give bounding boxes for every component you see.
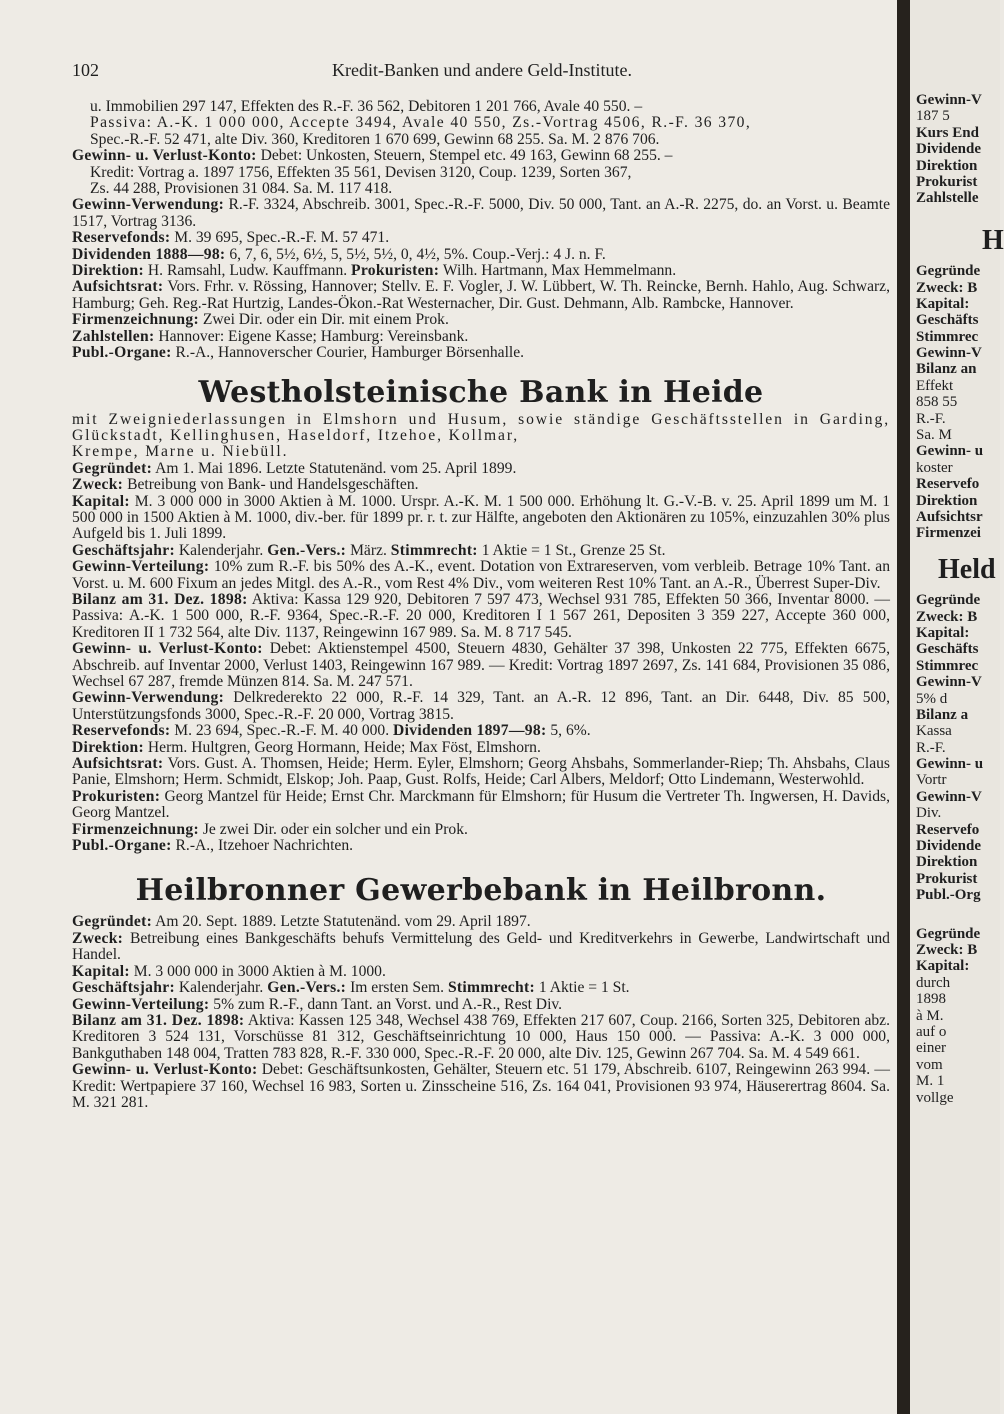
adjacent-block: [910, 904, 1000, 1106]
adjacent-heading-text: H: [982, 224, 1004, 256]
entry-label: Kapital:: [72, 492, 130, 510]
adjacent-line: 187 5: [916, 108, 950, 125]
entry: [72, 312, 890, 328]
entry-text: M. 23 694, Spec.-R.-F. M. 40 000.: [174, 722, 390, 740]
entry-text: R.-A., Itzehoer Nachrichten.: [175, 837, 354, 855]
bank-entries: [72, 914, 890, 1111]
adjacent-line: Kassa: [916, 723, 952, 740]
entry-label: Aufsichtsrat:: [72, 278, 164, 296]
adjacent-line: Bilanz an: [916, 361, 977, 378]
entry-text: Vors. Gust. A. Thomsen, Heide; Herm. Eyler, Elmshorn; Georg Ahsbahs, Sommerlander-Riep; Th. Ahsbahs, Claus Panie, Elmshorn; Herm. Schmidt, Elskop; Joh. Paap, Gust. Rolfs, Heide; Carl Albers, Meldorf; Otto Lindemann, Westerwohld.: [72, 755, 890, 789]
adjacent-line: Effekt: [916, 377, 954, 394]
entry: [72, 723, 890, 739]
entry-text: 1 Aktie = 1 St.: [538, 979, 630, 997]
entry-label: Gen.-Vers.:: [267, 541, 347, 559]
entry-text: Am 1. Mai 1896. Letzte Statutenänd. vom 25. April 1899.: [155, 459, 517, 477]
adjacent-line: Direktion: [916, 157, 978, 174]
adjacent-line: Zahlstelle: [916, 190, 979, 207]
adjacent-line: vom: [916, 1056, 943, 1073]
bank-title: Heilbronner Gewerbebank in Heilbronn.: [135, 873, 827, 909]
adjacent-line: Gewinn- u: [916, 443, 984, 460]
intro-block: [72, 99, 890, 362]
entry: [72, 494, 890, 543]
entry-label: Gewinn-Verwendung:: [72, 196, 225, 214]
entry-text: H. Ramsahl, Ludw. Kauffmann.: [147, 262, 348, 280]
adjacent-line: Sa. M: [916, 427, 952, 444]
bank-title: Westholsteinische Bank in Heide: [198, 374, 764, 410]
entry-label: Gewinn- u. Verlust-Konto:: [72, 147, 257, 165]
adjacent-line: vollge: [916, 1089, 954, 1106]
adjacent-line: Gewinn-V: [916, 674, 982, 691]
adjacent-line: Publ.-Org: [916, 887, 981, 904]
entry: [72, 543, 890, 559]
entry: [72, 230, 890, 246]
intro-line: Spec.-R.-F. 52 471, alte Div. 360, Kreditoren 1 670 699, Gewinn 68 255. Sa. M. 2 876 706.: [90, 130, 660, 148]
adjacent-line: Reservefo: [916, 821, 980, 838]
entry-label: Firmenzeichnung:: [72, 311, 199, 329]
entry-label: Gen.-Vers.:: [267, 979, 347, 997]
adjacent-line: Reservefo: [916, 476, 980, 493]
book-gutter: [897, 0, 910, 1414]
adjacent-heading: [910, 207, 1004, 256]
adjacent-line: Kapital:: [916, 624, 970, 641]
entry-text: Aktiva: Kassa 129 920, Debitoren 7 597 473, Wechsel 931 785, Effekten 50 366, Inventar 8000. — Passiva: A.-K. 1 500 000, R.-F. 9364, Spec.-R.-F. 20 000, Kreditoren I 1 567 261, Depositen 3 359 227, Accepte 360 000, Kreditoren II 1 732 564, alte Div. 1137, Reingewinn 167 989. Sa. M. 8 717 545.: [72, 590, 890, 641]
entry-label: Gewinn-Verwendung:: [72, 689, 225, 707]
entry-text: Betreibung von Bank- und Handelsgeschäften.: [127, 476, 419, 494]
adjacent-heading: [910, 542, 1000, 585]
prev-ovk-entry: [72, 148, 890, 164]
entry-text: Herm. Hultgren, Georg Hormann, Heide; Max Föst, Elmshorn.: [147, 738, 541, 756]
entry-label: Zahlstellen:: [72, 327, 155, 345]
entry-text: Am 20. Sept. 1889. Letzte Statutenänd. vom 29. April 1897.: [155, 913, 531, 931]
adjacent-line: R.-F.: [916, 410, 946, 427]
entry: [72, 822, 890, 838]
entry: [72, 756, 890, 789]
page-header: [72, 60, 892, 84]
entry-text: M. 3 000 000 in 3000 Aktien à M. 1000. Urspr. A.-K. M. 1 500 000. Erhöhung lt. G.-V.-B. v. 25. April 1899 um M. 1 500 000 in 1500 Aktien à M. 1000, div.-ber. für 1899 pr. r. t. zur Hälfte, angeboten den Aktionären zu 105%, einzuzahlen 30% plus Aufgeld bis 1. Juli 1899.: [72, 492, 890, 543]
running-title: Kredit-Banken und andere Geld-Institute.: [332, 60, 632, 80]
adjacent-block: [910, 249, 1000, 542]
entry-label: Stimmrecht:: [447, 979, 535, 997]
adjacent-heading-text: Held: [938, 553, 996, 585]
adjacent-line: Prokurist: [916, 173, 978, 190]
entry-text: 5% zum R.-F., dann Tant. an Vorst. und A.-R., Rest Div.: [213, 995, 563, 1013]
entry-text: 1 Aktie = 1 St., Grenze 25 St.: [481, 541, 666, 559]
adjacent-block: [910, 0, 1000, 207]
entry-label: Geschäftsjahr:: [72, 541, 175, 559]
entry: [72, 980, 890, 996]
intro-line: u. Immobilien 297 147, Effekten des R.-F. 36 562, Debitoren 1 201 766, Avale 40 550. –: [90, 98, 643, 115]
entry-label: Direktion:: [72, 262, 145, 280]
entry-label: Reservefonds:: [72, 229, 171, 247]
entry: [72, 931, 890, 964]
entry: [72, 197, 890, 230]
entry-text: Debet: Unkosten, Steuern, Stempel etc. 49 163, Gewinn 68 255. –: [260, 147, 673, 165]
adjacent-line: Gewinn-V: [916, 92, 982, 108]
entry-text: M. 39 695, Spec.-R.-F. M. 57 471.: [174, 229, 390, 247]
bank-subtitle-last: Krempe, Marne u. Niebüll.: [72, 443, 289, 461]
adjacent-line: M. 1: [916, 1073, 945, 1090]
entry-label: Direktion:: [72, 738, 145, 756]
adjacent-line: Gegründe: [916, 263, 981, 280]
entry-text: M. 3 000 000 in 3000 Aktien à M. 1000.: [133, 962, 386, 980]
adjacent-line: Aufsichtsr: [916, 509, 983, 525]
entry: [72, 461, 890, 477]
adjacent-line: Vortr: [916, 772, 947, 789]
entry-label: Gegründet:: [72, 459, 153, 477]
entry-label: Publ.-Organe:: [72, 344, 172, 362]
adjacent-line: Kurs End: [916, 124, 979, 141]
adjacent-line: Bilanz a: [916, 706, 969, 723]
entry: [72, 838, 890, 854]
adjacent-line: 5% d: [916, 690, 948, 707]
entry-label: Firmenzeichnung:: [72, 820, 199, 838]
bank-entries: [72, 461, 890, 855]
adjacent-line: auf o: [916, 1023, 947, 1040]
entry-text: Im ersten Sem.: [350, 979, 445, 997]
entry-text: Zwei Dir. oder ein Dir. mit einem Prok.: [202, 311, 449, 329]
entry-label: Dividenden 1897—98:: [393, 722, 547, 740]
entry: [72, 559, 890, 592]
adjacent-line: Dividende: [916, 141, 982, 158]
adjacent-line: Direktion: [916, 492, 978, 509]
page-number: 102: [72, 60, 99, 80]
entry-label: Gegründet:: [72, 913, 153, 931]
adjacent-line: à M.: [916, 1007, 944, 1024]
adjacent-line: 1898: [916, 991, 946, 1008]
entry-label: Stimmrecht:: [390, 541, 478, 559]
adjacent-line: einer: [916, 1040, 946, 1057]
entry: [72, 279, 890, 312]
entry-label: Gewinn- u. Verlust-Konto:: [72, 1061, 258, 1079]
adjacent-line: Kapital:: [916, 958, 970, 975]
adjacent-line: koster: [916, 459, 953, 476]
entry-text: Georg Mantzel für Heide; Ernst Chr. Marckmann für Elmshorn; für Husum die Vertreter Th. Ingwersen, H. Davids, Georg Mantzel.: [72, 787, 890, 822]
entry-label: Aufsichtsrat:: [72, 755, 164, 773]
entry: [72, 345, 890, 361]
entry: [72, 1013, 890, 1062]
entry-text: Kalenderjahr.: [178, 541, 264, 559]
adjacent-line: Gewinn-V: [916, 345, 982, 362]
adjacent-line: Gegründe: [916, 592, 981, 609]
adjacent-line: Gegründe: [916, 925, 981, 942]
main-column: [72, 99, 890, 1111]
entry: [72, 641, 890, 690]
entry-text: Debet: Geschäftsunkosten, Gehälter, Steuern etc. 51 179, Abschreib. 6107, Reingewinn 263 994. — Kredit: Wertpapiere 37 160, Wechsel 16 983, Sorten u. Zinsscheine 516, Zs. 164 041, Provisionen 93 974, Häuserertrag 8604. Sa. M. 321 281.: [72, 1061, 890, 1111]
bank-subtitle: mit Zweigniederlassungen in Elmshorn und Husum, sowie ständige Geschäftsstellen in Garding, Glückstadt, Kellinghusen, Haseldorf, Itzehoe, Kollmar,: [72, 410, 890, 444]
entry-label: Prokuristen:: [72, 787, 161, 805]
prev-ovk-line: Zs. 44 288, Provisionen 31 084. Sa. M. 117 418.: [90, 180, 393, 198]
adjacent-line: Zweck: B: [916, 942, 978, 958]
entry-text: Je zwei Dir. oder ein solcher und ein Prok.: [202, 820, 468, 838]
entry: [72, 263, 890, 279]
adjacent-line: Stimmrec: [916, 657, 979, 674]
adjacent-line: durch: [916, 974, 951, 991]
entry-label: Gewinn- u. Verlust-Konto:: [72, 640, 263, 658]
entry-text: Betreibung eines Bankgeschäfts behufs Vermittelung des Geld- und Kreditverkehrs in Gewerbe, Landwirtschaft und Handel.: [72, 929, 890, 964]
entry-text: 10% zum R.-F. bis 50% des A.-K., event. Dotation von Extrareserven, vom verbleib. Betrage 10% Tant. an Vorst. u. M. 600 Fixum an jedes Mitgl. des A.-R., vom Rest 4% Div., vom weiteren Rest 10% Tant. an A.-R., Überrest Super-Div.: [72, 558, 891, 592]
adjacent-line: Zweck: B: [916, 279, 978, 296]
adjacent-line: Gewinn- u: [916, 756, 984, 773]
entry-label: Zweck:: [72, 929, 124, 947]
adjacent-line: Geschäfts: [916, 641, 979, 658]
entry-label: Bilanz am 31. Dez. 1898:: [72, 590, 248, 608]
entry-label: Geschäftsjahr:: [72, 979, 175, 997]
entry-text: Vors. Frhr. v. Rössing, Hannover; Stellv. E. F. Vogler, J. W. Lübbert, W. Th. Reincke, Bernh. Hahlo, Aug. Schwarz, Hamburg; Geh. Reg.-Rat Hurtzig, Landes-Ökon.-Rat Westernacher, Dir. Gust. Dehmann, Alb. Rambcke, Hannover.: [72, 278, 891, 312]
entry-text: R.-F. 3324, Abschreib. 3001, Spec.-R.-F. 5000, Div. 50 000, Tant. an A.-R. 2275, do. an Vorst. u. Beamte 1517, Vortrag 3136.: [72, 196, 890, 230]
intro-line: Passiva: A.-K. 1 000 000, Accepte 3494, Avale 40 550, Zs.-Vortrag 4506, R.-F. 36 370,: [90, 114, 752, 132]
entry-label: Zweck:: [72, 476, 124, 494]
adjacent-line: 858 55: [916, 394, 958, 411]
adjacent-line: R.-F.: [916, 739, 946, 756]
entry-label: Reservefonds:: [72, 722, 171, 740]
entry: [72, 997, 890, 1013]
entry: [72, 477, 890, 493]
entry-label: Kapital:: [72, 962, 130, 980]
adjacent-line: Div.: [916, 805, 942, 822]
adjacent-line: Stimmrec: [916, 328, 979, 345]
entry-text: Aktiva: Kassen 125 348, Wechsel 438 769, Effekten 217 607, Coup. 2166, Sorten 325, Debitoren abz. Kreditoren 3 524 131, Vorschüsse 81 312, Geschäftseinrichtung 10 000, Haus 150 000. — Passiva: A.-K. 3 000 000, Bankguthaben 148 004, Tratten 783 828, R.-F. 330 000, Spec.-R.-F. 20 000, alte Div. 125, Gewinn 267 704. Sa. M. 4 549 661.: [72, 1011, 890, 1062]
entry-text: 5, 6%.: [550, 722, 591, 740]
entry: [72, 329, 890, 345]
entry-label: Bilanz am 31. Dez. 1898:: [72, 1011, 245, 1029]
adjacent-line: Gewinn-V: [916, 788, 982, 805]
prev-entries: [72, 197, 890, 361]
entry-text: Debet: Aktienstempel 4500, Steuern 4830, Gehälter 37 398, Unkosten 22 775, Effekten 6675, Abschreib. auf Inventar 2000, Verlust 1403, Reingewinn 167 989. — Kredit: Vortrag 1897 2697, Zs. 141 684, Provisionen 35 086, Wechsel 67 287, fremde Münzen 814. Sa. M. 247 571.: [72, 640, 890, 690]
adjacent-line: Zweck: B: [916, 608, 978, 625]
entry-label: Prokuristen:: [351, 262, 440, 280]
entry: [72, 914, 890, 930]
entry-label: Gewinn-Verteilung:: [72, 995, 210, 1013]
adjacent-line: Firmenzei: [916, 525, 981, 542]
entry-text: 6, 7, 6, 5½, 6½, 5, 5½, 5½, 0, 4½, 5%. Coup.-Verj.: 4 J. n. F.: [229, 245, 606, 263]
adjacent-line: Prokurist: [916, 870, 978, 887]
entry-text: Hannover: Eigene Kasse; Hamburg: Vereinsbank.: [158, 327, 469, 345]
entry-label: Publ.-Organe:: [72, 837, 172, 855]
entry-label: Gewinn-Verteilung:: [72, 558, 210, 576]
adjacent-line: Direktion: [916, 854, 978, 871]
adjacent-block: [910, 578, 1000, 903]
entry-label: Dividenden 1888—98:: [72, 245, 226, 263]
entry: [72, 964, 890, 980]
entry: [72, 789, 890, 822]
entry: [72, 592, 890, 641]
entry: [72, 740, 890, 756]
prev-ovk-line: Kredit: Vortrag a. 1897 1756, Effekten 35 561, Devisen 3120, Coup. 1239, Sorten 367,: [90, 163, 632, 181]
adjacent-line: Kapital:: [916, 295, 970, 312]
entry: [72, 690, 890, 723]
adjacent-line: Geschäfts: [916, 312, 979, 329]
entry-text: März.: [350, 541, 387, 559]
entry-text: Delkrederekto 22 000, R.-F. 14 329, Tant. an A.-R. 12 896, Tant. an Dir. 6448, Div. 85 500, Unterstützungsfonds 3000, Spec.-R.-F. 20 000, Vortrag 3815.: [72, 689, 890, 723]
entry-text: R.-A., Hannoverscher Courier, Hamburger Börsenhalle.: [175, 344, 525, 362]
adjacent-line: Dividende: [916, 838, 982, 855]
entry-text: Kalenderjahr.: [178, 979, 264, 997]
adjacent-page-column: [910, 0, 1004, 1414]
entry-text: Wilh. Hartmann, Max Hemmelmann.: [442, 262, 677, 280]
entry: [72, 247, 890, 263]
entry: [72, 1062, 890, 1111]
